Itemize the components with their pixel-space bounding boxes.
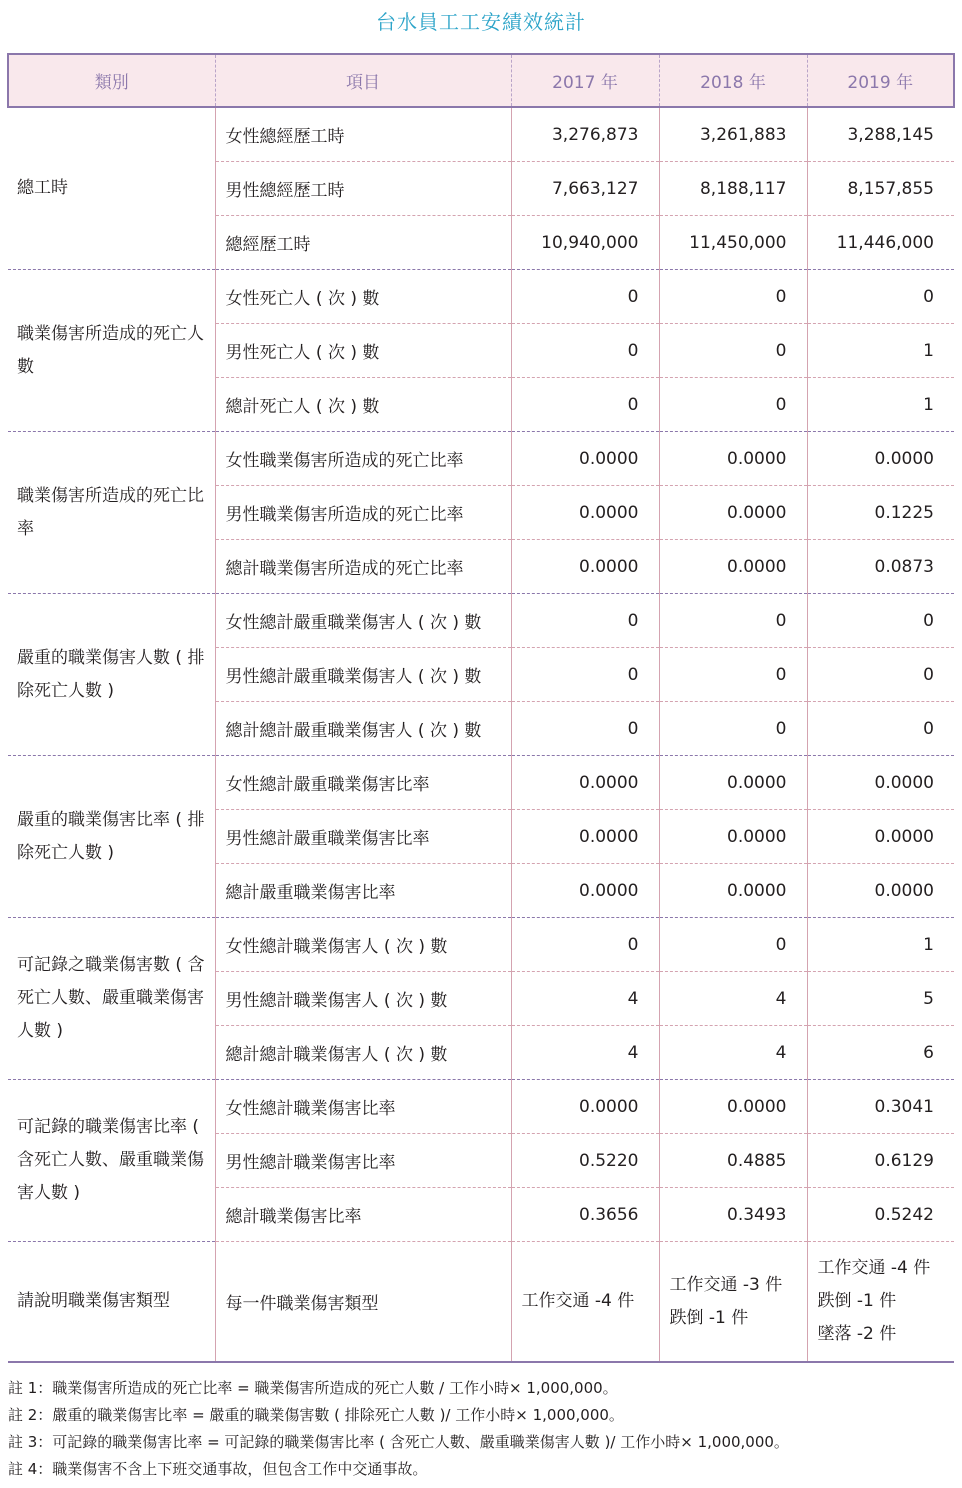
footnote-3: 註 3：可記錄的職業傷害比率 = 可記錄的職業傷害比率 ( 含死亡人數、嚴重職業傷害人數 )/ 工作小時× 1,000,000。 xyxy=(8,1433,789,1451)
value-cell: 0.0000 xyxy=(659,756,807,810)
footnotes xyxy=(8,1375,789,1483)
injury-type-line: 工作交通 -3 件 xyxy=(669,1274,783,1295)
footnote-4: 註 4：職業傷害不含上下班交通事故，但包含工作中交通事故。 xyxy=(8,1460,428,1478)
value-cell: 0.6129 xyxy=(807,1134,954,1188)
value-cell: 0.0000 xyxy=(659,810,807,864)
item-cell: 女性總計嚴重職業傷害比率 xyxy=(215,756,511,810)
header-row xyxy=(8,54,954,107)
value-cell: 0 xyxy=(659,702,807,756)
category-cell: 可記錄之職業傷害數 ( 含死亡人數、嚴重職業傷害人數 ) xyxy=(8,918,215,1080)
value-cell: 11,446,000 xyxy=(807,216,954,270)
value-cell: 4 xyxy=(659,1026,807,1080)
value-cell: 1 xyxy=(807,918,954,972)
value-cell: 0 xyxy=(659,270,807,324)
safety-stats-table xyxy=(7,53,955,1363)
value-cell: 0.0000 xyxy=(659,486,807,540)
value-cell: 0.0000 xyxy=(511,540,659,594)
table-row xyxy=(8,432,954,486)
item-cell: 男性總經歷工時 xyxy=(215,162,511,216)
category-cell: 職業傷害所造成的死亡比率 xyxy=(8,432,215,594)
value-cell: 3,288,145 xyxy=(807,107,954,162)
footnote-1: 註 1：職業傷害所造成的死亡比率 = 職業傷害所造成的死亡人數 / 工作小時× 1,000,000。 xyxy=(8,1379,618,1397)
footnote-2: 註 2：嚴重的職業傷害比率 = 嚴重的職業傷害數 ( 排除死亡人數 )/ 工作小時× 1,000,000。 xyxy=(8,1406,624,1424)
header-year-2017: 2017 年 xyxy=(511,54,659,107)
value-cell: 8,157,855 xyxy=(807,162,954,216)
value-cell: 0.0000 xyxy=(511,1080,659,1134)
value-cell: 0.3656 xyxy=(511,1188,659,1242)
value-cell: 0.0000 xyxy=(659,864,807,918)
value-cell: 0.5242 xyxy=(807,1188,954,1242)
value-cell: 0.3041 xyxy=(807,1080,954,1134)
injury-types-row xyxy=(8,1242,954,1363)
value-cell: 0.0000 xyxy=(659,432,807,486)
category-cell: 總工時 xyxy=(17,178,68,198)
value-cell: 0 xyxy=(511,270,659,324)
category-cell: 職業傷害所造成的死亡人數 xyxy=(8,270,215,432)
value-cell: 0 xyxy=(807,702,954,756)
table-row xyxy=(8,594,954,648)
value-cell: 0 xyxy=(659,324,807,378)
value-cell: 3,276,873 xyxy=(511,107,659,162)
item-cell: 總經歷工時 xyxy=(215,216,511,270)
value-cell: 0.0000 xyxy=(659,540,807,594)
injury-type-line: 跌倒 -1 件 xyxy=(817,1291,897,1311)
injury-type-line: 工作交通 -4 件 xyxy=(521,1291,635,1311)
value-cell: 0 xyxy=(511,324,659,378)
category-cell: 嚴重的職業傷害人數 ( 排除死亡人數 ) xyxy=(8,594,215,756)
value-cell: 0 xyxy=(511,594,659,648)
value-cell: 3,261,883 xyxy=(659,107,807,162)
value-cell: 0.4885 xyxy=(659,1134,807,1188)
header-year-2019: 2019 年 xyxy=(807,54,954,107)
value-cell: 0 xyxy=(807,594,954,648)
value-cell: 0.0000 xyxy=(807,810,954,864)
value-cell: 0.0000 xyxy=(511,432,659,486)
value-cell: 7,663,127 xyxy=(511,162,659,216)
header-year-2018: 2018 年 xyxy=(659,54,807,107)
value-cell: 0.1225 xyxy=(807,486,954,540)
item-cell: 總計死亡人 ( 次 ) 數 xyxy=(215,378,511,432)
header-category: 類別 xyxy=(8,54,215,107)
value-cell: 10,940,000 xyxy=(511,216,659,270)
value-cell: 0.0000 xyxy=(511,486,659,540)
injury-types-category: 請說明職業傷害類型 xyxy=(8,1242,215,1363)
item-cell: 女性職業傷害所造成的死亡比率 xyxy=(215,432,511,486)
value-cell: 0.5220 xyxy=(511,1134,659,1188)
value-cell: 0.0000 xyxy=(807,756,954,810)
value-cell: 0.0000 xyxy=(511,756,659,810)
item-cell: 總計職業傷害所造成的死亡比率 xyxy=(215,540,511,594)
item-cell: 男性職業傷害所造成的死亡比率 xyxy=(215,486,511,540)
value-cell: 0.0873 xyxy=(807,540,954,594)
value-cell: 4 xyxy=(659,972,807,1026)
item-cell: 總計嚴重職業傷害比率 xyxy=(215,864,511,918)
value-cell: 0.0000 xyxy=(511,864,659,918)
value-cell: 0.0000 xyxy=(659,1080,807,1134)
item-cell: 男性總計嚴重職業傷害比率 xyxy=(215,810,511,864)
value-cell: 8,188,117 xyxy=(659,162,807,216)
value-cell: 4 xyxy=(511,972,659,1026)
injury-types-2017 xyxy=(511,1242,659,1363)
value-cell: 0 xyxy=(511,648,659,702)
value-cell: 0.0000 xyxy=(807,432,954,486)
header-item: 項目 xyxy=(215,54,511,107)
item-cell: 男性總計職業傷害比率 xyxy=(215,1134,511,1188)
page-title: 台水員工工安績效統計 xyxy=(376,10,586,34)
value-cell: 0 xyxy=(659,648,807,702)
table-row xyxy=(8,1080,954,1134)
value-cell: 0 xyxy=(511,378,659,432)
category-cell: 可記錄的職業傷害比率 ( 含死亡人數、嚴重職業傷害人數 ) xyxy=(8,1080,215,1242)
value-cell: 0 xyxy=(511,702,659,756)
value-cell: 1 xyxy=(807,324,954,378)
table-body xyxy=(8,107,954,1362)
value-cell: 1 xyxy=(807,378,954,432)
category-cell: 嚴重的職業傷害比率 ( 排除死亡人數 ) xyxy=(8,756,215,918)
value-cell: 5 xyxy=(807,972,954,1026)
value-cell: 0 xyxy=(807,270,954,324)
value-cell: 6 xyxy=(807,1026,954,1080)
table-row xyxy=(8,107,954,162)
value-cell: 0 xyxy=(511,918,659,972)
item-cell: 男性總計職業傷害人 ( 次 ) 數 xyxy=(215,972,511,1026)
injury-types-2018 xyxy=(659,1242,807,1363)
table-row xyxy=(8,270,954,324)
item-cell: 女性總計嚴重職業傷害人 ( 次 ) 數 xyxy=(215,594,511,648)
item-cell: 女性總計職業傷害比率 xyxy=(215,1080,511,1134)
item-cell: 總計總計嚴重職業傷害人 ( 次 ) 數 xyxy=(215,702,511,756)
item-cell: 女性死亡人 ( 次 ) 數 xyxy=(215,270,511,324)
injury-type-line: 工作交通 -4 件 xyxy=(817,1258,931,1278)
item-cell: 總計總計職業傷害人 ( 次 ) 數 xyxy=(215,1026,511,1080)
value-cell: 4 xyxy=(511,1026,659,1080)
value-cell: 11,450,000 xyxy=(659,216,807,270)
injury-types-item: 每一件職業傷害類型 xyxy=(215,1242,511,1363)
table-row xyxy=(8,756,954,810)
value-cell: 0 xyxy=(659,378,807,432)
value-cell: 0 xyxy=(659,594,807,648)
injury-type-line: 跌倒 -1 件 xyxy=(669,1307,749,1328)
value-cell: 0 xyxy=(659,918,807,972)
item-cell: 男性總計嚴重職業傷害人 ( 次 ) 數 xyxy=(215,648,511,702)
item-cell: 女性總計職業傷害人 ( 次 ) 數 xyxy=(215,918,511,972)
injury-type-line: 墜落 -2 件 xyxy=(817,1324,897,1344)
value-cell: 0 xyxy=(807,648,954,702)
table-row xyxy=(8,918,954,972)
injury-types-2019 xyxy=(807,1242,954,1363)
value-cell: 0.0000 xyxy=(807,864,954,918)
item-cell: 總計職業傷害比率 xyxy=(215,1188,511,1242)
item-cell: 女性總經歷工時 xyxy=(215,107,511,162)
value-cell: 0.0000 xyxy=(511,810,659,864)
value-cell: 0.3493 xyxy=(659,1188,807,1242)
item-cell: 男性死亡人 ( 次 ) 數 xyxy=(215,324,511,378)
